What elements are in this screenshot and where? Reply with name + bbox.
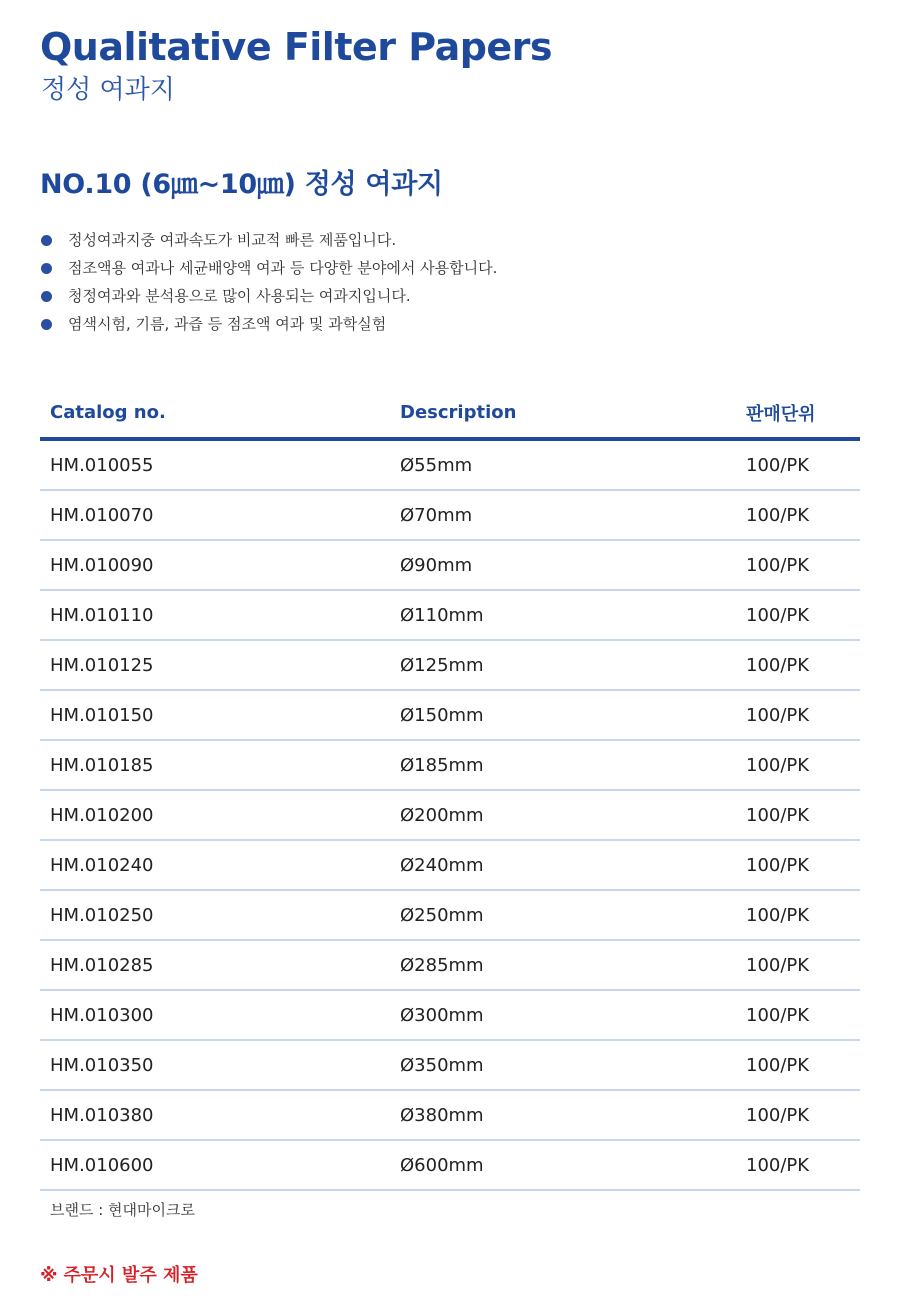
sales-unit-cell: 100/PK (736, 1040, 860, 1090)
table-row (40, 890, 860, 940)
catalog-no-cell: HM.010600 (40, 1140, 390, 1190)
table-row (40, 540, 860, 590)
description-cell: Ø150mm (390, 690, 736, 740)
catalog-no-cell: HM.010285 (40, 940, 390, 990)
page-subtitle: 정성 여과지 (41, 75, 175, 105)
catalog-no-cell: HM.010350 (40, 1040, 390, 1090)
catalog-no-cell: HM.010055 (40, 439, 390, 490)
sales-unit-cell: 100/PK (736, 740, 860, 790)
bullet-dot-icon (41, 235, 52, 246)
feature-item (40, 282, 497, 310)
feature-list (40, 226, 497, 338)
description-cell: Ø380mm (390, 1090, 736, 1140)
product-heading: NO.10 (6㎛~10㎛) 정성 여과지 (40, 169, 443, 200)
brand-note: 브랜드 : 현대마이크로 (50, 1201, 196, 1219)
table-row (40, 439, 860, 490)
feature-text: 염색시험, 기름, 과즙 등 점조액 여과 및 과학실험 (68, 315, 387, 333)
table-row (40, 740, 860, 790)
sales-unit-cell: 100/PK (736, 840, 860, 890)
description-cell: Ø185mm (390, 740, 736, 790)
description-cell: Ø300mm (390, 990, 736, 1040)
description-cell: Ø200mm (390, 790, 736, 840)
sales-unit-cell: 100/PK (736, 690, 860, 740)
description-cell: Ø285mm (390, 940, 736, 990)
description-cell: Ø250mm (390, 890, 736, 940)
description-cell: Ø350mm (390, 1040, 736, 1090)
catalog-no-cell: HM.010250 (40, 890, 390, 940)
catalog-no-cell: HM.010380 (40, 1090, 390, 1140)
catalog-no-cell: HM.010200 (40, 790, 390, 840)
order-notice-text: 주문시 발주 제품 (63, 1265, 198, 1286)
feature-item (40, 310, 497, 338)
table-row (40, 490, 860, 540)
description-cell: Ø125mm (390, 640, 736, 690)
catalog-no-cell: HM.010150 (40, 690, 390, 740)
table-row (40, 1040, 860, 1090)
table-row (40, 640, 860, 690)
column-header-catalog-no: Catalog no. (40, 388, 390, 439)
table-row (40, 1140, 860, 1190)
catalog-no-cell: HM.010125 (40, 640, 390, 690)
sales-unit-cell: 100/PK (736, 1140, 860, 1190)
description-cell: Ø110mm (390, 590, 736, 640)
feature-text: 점조액용 여과나 세균배양액 여과 등 다양한 분야에서 사용합니다. (68, 259, 498, 277)
description-cell: Ø600mm (390, 1140, 736, 1190)
sales-unit-cell: 100/PK (736, 490, 860, 540)
bullet-dot-icon (41, 319, 52, 330)
order-notice (40, 1262, 198, 1290)
table-row (40, 990, 860, 1040)
catalog-no-cell: HM.010240 (40, 840, 390, 890)
page-title: Qualitative Filter Papers (40, 25, 553, 69)
catalog-no-cell: HM.010110 (40, 590, 390, 640)
sales-unit-cell: 100/PK (736, 790, 860, 840)
feature-item (40, 254, 497, 282)
feature-item (40, 226, 497, 254)
sales-unit-cell: 100/PK (736, 940, 860, 990)
sales-unit-cell: 100/PK (736, 890, 860, 940)
sales-unit-cell: 100/PK (736, 540, 860, 590)
bullet-dot-icon (41, 291, 52, 302)
catalog-no-cell: HM.010070 (40, 490, 390, 540)
column-header-sales-unit: 판매단위 (736, 388, 860, 439)
sales-unit-cell: 100/PK (736, 439, 860, 490)
catalog-no-cell: HM.010185 (40, 740, 390, 790)
table-row (40, 790, 860, 840)
sales-unit-cell: 100/PK (736, 1090, 860, 1140)
catalog-no-cell: HM.010300 (40, 990, 390, 1040)
table-row (40, 590, 860, 640)
feature-text: 청정여과와 분석용으로 많이 사용되는 여과지입니다. (68, 287, 411, 305)
description-cell: Ø90mm (390, 540, 736, 590)
reference-mark-icon: ※ (40, 1265, 58, 1286)
table-row (40, 840, 860, 890)
catalog-table (40, 388, 860, 1191)
sales-unit-cell: 100/PK (736, 990, 860, 1040)
table-row (40, 1090, 860, 1140)
description-cell: Ø55mm (390, 439, 736, 490)
description-cell: Ø240mm (390, 840, 736, 890)
catalog-no-cell: HM.010090 (40, 540, 390, 590)
table-row (40, 940, 860, 990)
bullet-dot-icon (41, 263, 52, 274)
sales-unit-cell: 100/PK (736, 590, 860, 640)
sales-unit-cell: 100/PK (736, 640, 860, 690)
table-row (40, 690, 860, 740)
description-cell: Ø70mm (390, 490, 736, 540)
table-header-row (40, 388, 860, 439)
column-header-description: Description (390, 388, 736, 439)
feature-text: 정성여과지중 여과속도가 비교적 빠른 제품입니다. (68, 231, 397, 249)
